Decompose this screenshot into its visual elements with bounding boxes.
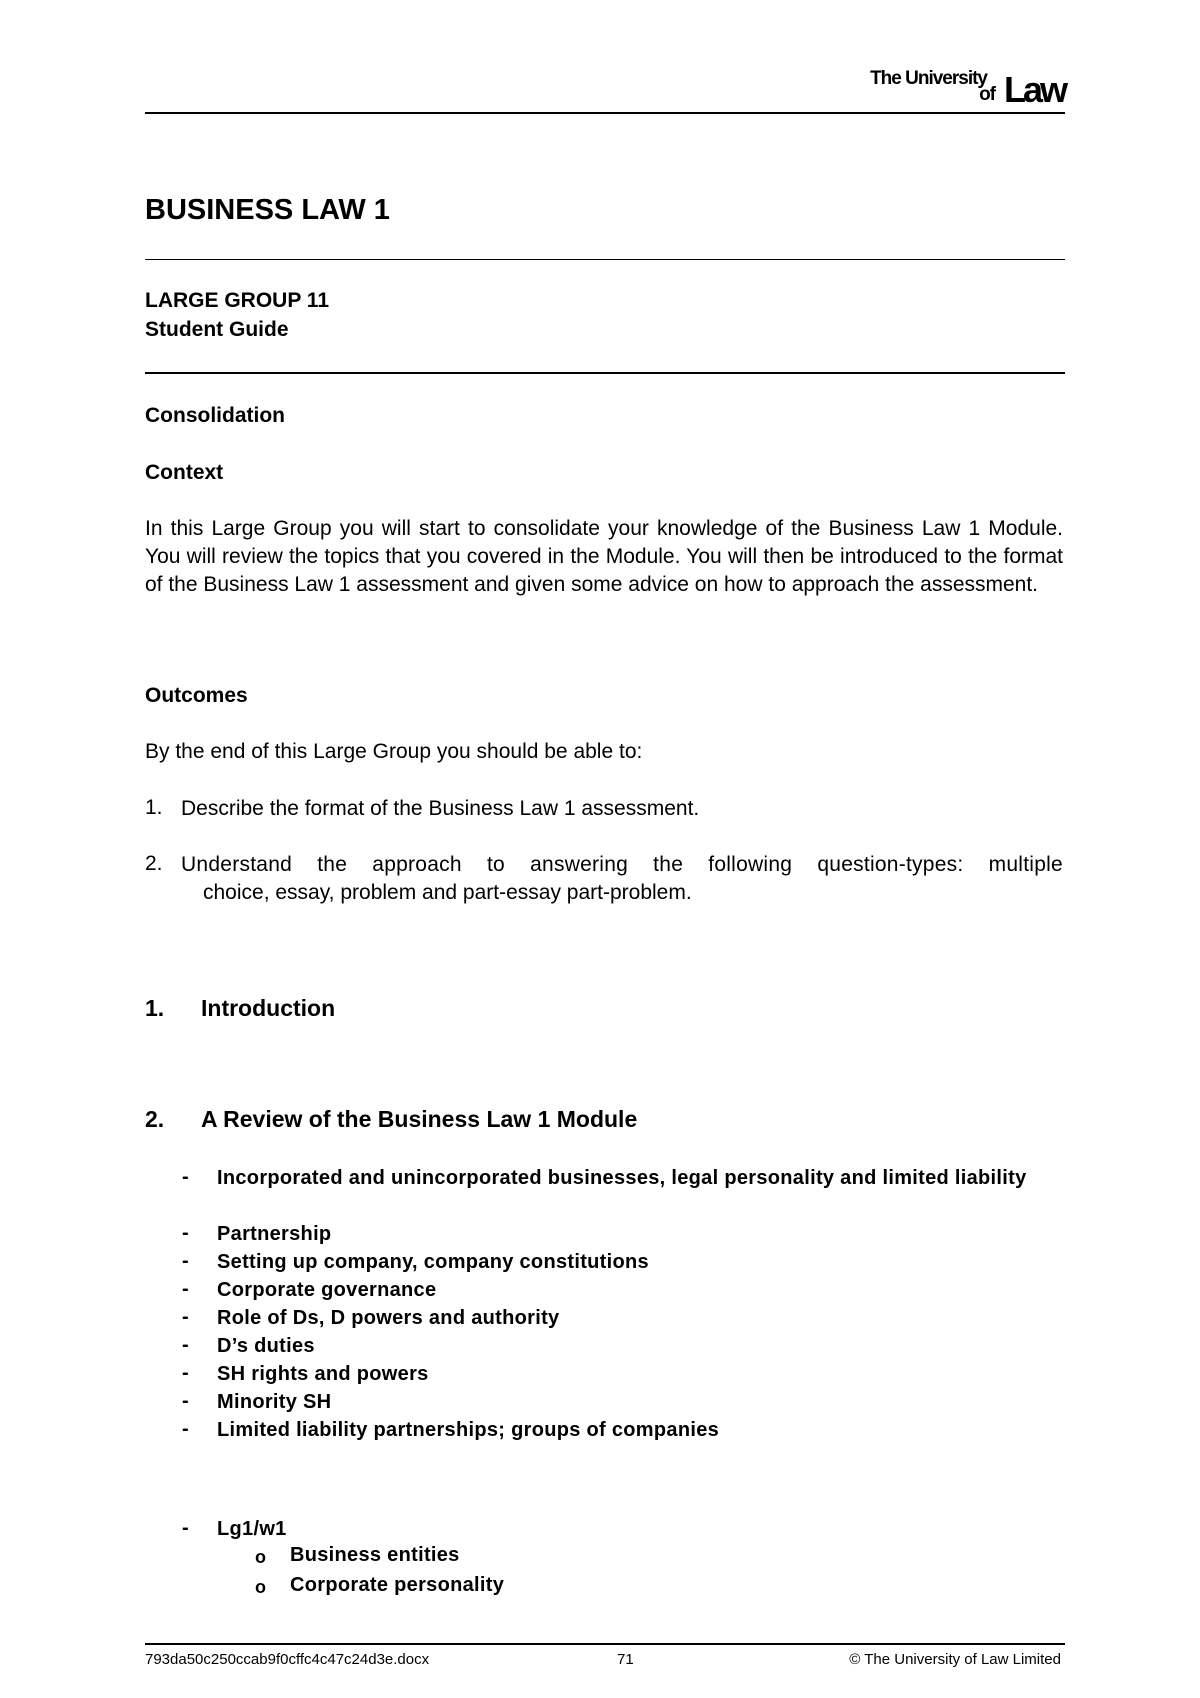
title-rule xyxy=(145,259,1065,260)
lg-bullet-label: Lg1/w1 xyxy=(217,1518,287,1540)
review-bullet: Incorporated and unincorporated businesses, legal personality and limited liability xyxy=(217,1167,1027,1189)
logo-line-3: Law xyxy=(1003,69,1065,110)
bullet-marker: - xyxy=(182,1278,189,1300)
bullet-marker: - xyxy=(182,1334,189,1356)
bullet-marker: - xyxy=(182,1362,189,1384)
student-guide-label: Student Guide xyxy=(145,318,289,341)
review-bullet: Corporate governance xyxy=(217,1279,437,1301)
review-bullet: SH rights and powers xyxy=(217,1363,429,1385)
sub-bullet-item: Corporate personality xyxy=(290,1574,505,1596)
bullet-marker: - xyxy=(182,1250,189,1272)
consolidation-heading: Consolidation xyxy=(145,404,285,427)
sub-bullet-item: Business entities xyxy=(290,1544,460,1566)
sub-bullet-marker: o xyxy=(255,1577,266,1597)
review-bullet: Minority SH xyxy=(217,1391,332,1413)
bullet-marker: - xyxy=(182,1166,189,1188)
section-title-review: A Review of the Business Law 1 Module xyxy=(201,1106,638,1132)
review-bullet: Partnership xyxy=(217,1223,332,1245)
outcome-number: 2. xyxy=(145,852,163,875)
review-bullet: Limited liability partnerships; groups of companies xyxy=(217,1419,720,1441)
outcome-text-line: choice, essay, problem and part-essay part-problem. xyxy=(203,881,692,904)
review-bullet: Role of Ds, D powers and authority xyxy=(217,1307,560,1329)
document-title: BUSINESS LAW 1 xyxy=(145,194,390,226)
university-logo xyxy=(865,66,1065,110)
logo-line-2: of xyxy=(979,84,995,105)
footer-filename: 793da50c250ccab9f0cffc4c47c24d3e.docx xyxy=(145,1651,430,1668)
outcomes-heading: Outcomes xyxy=(145,684,248,707)
outcome-number: 1. xyxy=(145,796,163,819)
bullet-marker: - xyxy=(182,1390,189,1412)
bullet-marker: - xyxy=(182,1517,189,1539)
footer-copyright: © The University of Law Limited xyxy=(849,1651,1061,1668)
footer-page-number: 71 xyxy=(617,1651,634,1668)
section-title-introduction: Introduction xyxy=(201,995,336,1021)
outcome-text: Describe the format of the Business Law 1 assessment. xyxy=(181,797,700,820)
context-paragraph: In this Large Group you will start to consolidate your knowledge of the Business Law 1 Module. You will review the topics that you covered in the Module. You will then be introduced to the format of the Business Law 1 assessment and given some advice on how to approach the assessment. xyxy=(145,517,1063,596)
review-bullet: Setting up company, company constitutions xyxy=(217,1251,649,1273)
review-bullet: D’s duties xyxy=(217,1335,315,1357)
logo-line-1: The University xyxy=(870,68,987,89)
outcomes-intro: By the end of this Large Group you should be able to: xyxy=(145,740,643,763)
footer-rule xyxy=(145,1643,1065,1645)
bullet-marker: - xyxy=(182,1306,189,1328)
header-rule xyxy=(145,112,1065,114)
section-number: 2. xyxy=(145,1106,165,1132)
subtitle-rule xyxy=(145,372,1065,374)
outcome-text xyxy=(181,851,1063,907)
bullet-marker: - xyxy=(182,1418,189,1440)
large-group-label: LARGE GROUP 11 xyxy=(145,289,329,312)
outcome-text-line: Understand the approach to answering the following question-types: multiple xyxy=(181,853,1063,876)
context-heading: Context xyxy=(145,461,224,484)
section-number: 1. xyxy=(145,995,165,1021)
sub-bullet-marker: o xyxy=(255,1547,266,1567)
bullet-marker: - xyxy=(182,1222,189,1244)
